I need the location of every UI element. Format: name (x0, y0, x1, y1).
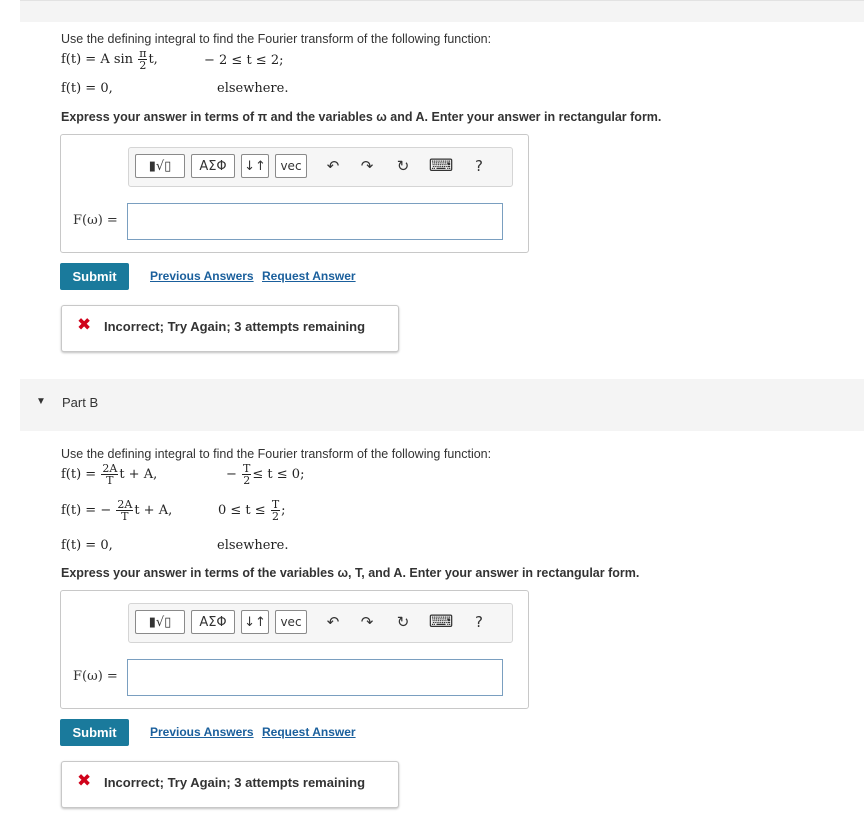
part-b-equation-1-condition (226, 463, 304, 486)
fraction-num: T (271, 498, 280, 511)
vector-button[interactable] (275, 154, 307, 178)
incorrect-icon: ✖ (77, 771, 92, 791)
incorrect-icon: ✖ (77, 315, 92, 335)
part-b-equation-2 (61, 499, 172, 522)
eq-rest: t, (148, 52, 158, 67)
reset-icon[interactable]: ↻ (396, 157, 410, 175)
vec-label: vec (280, 615, 302, 629)
fraction (101, 463, 118, 486)
part-a-express-instructions: Express your answer in terms of π and the variables ω and A. Enter your answer in rectangular form. (61, 110, 662, 124)
part-a-previous-answers-link[interactable]: Previous Answers (150, 269, 254, 283)
undo-icon[interactable]: ↶ (326, 613, 340, 631)
subscript-superscript-button[interactable] (241, 610, 269, 634)
part-a-equation-1-condition: − 2 ≤ t ≤ 2; (204, 53, 284, 68)
templates-button[interactable] (135, 610, 185, 634)
fraction-den: 2 (272, 510, 279, 523)
part-a-instruction: Use the defining integral to find the Fourier transform of the following function: (61, 32, 492, 46)
part-b-express-instructions: Express your answer in terms of the variables ω, T, and A. Enter your answer in rectangular form. (61, 566, 640, 580)
part-b-feedback-box (61, 761, 399, 808)
part-b-answer-input[interactable] (127, 659, 503, 696)
greek-symbols-button[interactable] (191, 154, 235, 178)
fraction (242, 463, 251, 486)
part-a-submit-button[interactable]: Submit (60, 263, 129, 290)
fraction (116, 499, 133, 522)
help-icon[interactable]: ? (475, 157, 483, 175)
feedback-message: Incorrect; Try Again; 3 attempts remaining (104, 775, 366, 790)
eq-rest: t + A, (119, 467, 158, 482)
keyboard-icon[interactable]: ⌨ (428, 156, 454, 176)
fraction-num: π (139, 47, 147, 60)
cond-pre: 0 ≤ t ≤ (218, 503, 266, 518)
eq-lhs: f(t) = − (61, 503, 112, 518)
cond-post: ≤ t ≤ 0; (252, 467, 305, 482)
help-icon[interactable]: ? (475, 613, 483, 631)
part-b-answer-panel (60, 590, 529, 709)
reset-icon[interactable]: ↻ (396, 613, 410, 631)
cond-pre: − (226, 467, 237, 482)
part-a-equation-1 (61, 48, 158, 71)
part-a-header-bar (20, 0, 864, 22)
feedback-message: Incorrect; Try Again; 3 attempts remaining (104, 319, 366, 334)
updown-arrows-icon: ↓↑ (244, 158, 266, 174)
undo-icon[interactable]: ↶ (326, 157, 340, 175)
fraction (271, 499, 280, 522)
part-b-equation-3: f(t) = 0, (61, 538, 113, 553)
part-a-feedback-box (61, 305, 399, 352)
part-a-equation-2-condition: elsewhere. (217, 81, 289, 96)
math-toolbar (128, 603, 513, 643)
keyboard-icon[interactable]: ⌨ (428, 612, 454, 632)
part-b-equation-1 (61, 463, 157, 486)
templates-icon: ▮√▯ (148, 614, 172, 630)
collapse-icon[interactable]: ▼ (36, 396, 46, 407)
part-b-previous-answers-link[interactable]: Previous Answers (150, 725, 254, 739)
math-toolbar (128, 147, 513, 187)
part-a-equation-2: f(t) = 0, (61, 81, 113, 96)
fraction-num: 2A (117, 498, 133, 511)
part-a-answer-panel (60, 134, 529, 253)
part-a-request-answer-link[interactable]: Request Answer (262, 269, 356, 283)
part-a-answer-input[interactable] (127, 203, 503, 240)
part-b-equation-3-condition: elsewhere. (217, 538, 289, 553)
fraction-num: T (243, 462, 251, 475)
greek-icon: ΑΣΦ (199, 614, 227, 630)
templates-button[interactable] (135, 154, 185, 178)
redo-icon[interactable]: ↷ (360, 157, 374, 175)
eq-lhs: f(t) = A sin (61, 52, 134, 67)
vector-button[interactable] (275, 610, 307, 634)
fraction-num: 2A (102, 462, 118, 475)
eq-rest: t + A, (134, 503, 173, 518)
part-b-submit-button[interactable]: Submit (60, 719, 129, 746)
fraction-den: 2 (243, 474, 251, 487)
fraction-den: 2 (139, 59, 147, 72)
templates-icon: ▮√▯ (148, 158, 172, 174)
subscript-superscript-button[interactable] (241, 154, 269, 178)
fraction (138, 48, 147, 71)
fraction-den: T (106, 474, 114, 487)
greek-icon: ΑΣΦ (199, 158, 227, 174)
vec-label: vec (280, 159, 302, 173)
part-b-instruction: Use the defining integral to find the Fourier transform of the following function: (61, 447, 492, 461)
eq-lhs: f(t) = (61, 467, 97, 482)
part-b-equation-2-condition (218, 499, 286, 522)
part-b-request-answer-link[interactable]: Request Answer (262, 725, 356, 739)
answer-label: F(ω) = (73, 213, 118, 228)
part-b-title[interactable]: Part B (62, 395, 99, 410)
fraction-den: T (121, 510, 129, 523)
part-b-header[interactable] (20, 379, 864, 431)
greek-symbols-button[interactable] (191, 610, 235, 634)
redo-icon[interactable]: ↷ (360, 613, 374, 631)
answer-label: F(ω) = (73, 669, 118, 684)
updown-arrows-icon: ↓↑ (244, 614, 266, 630)
cond-post: ; (281, 503, 286, 518)
